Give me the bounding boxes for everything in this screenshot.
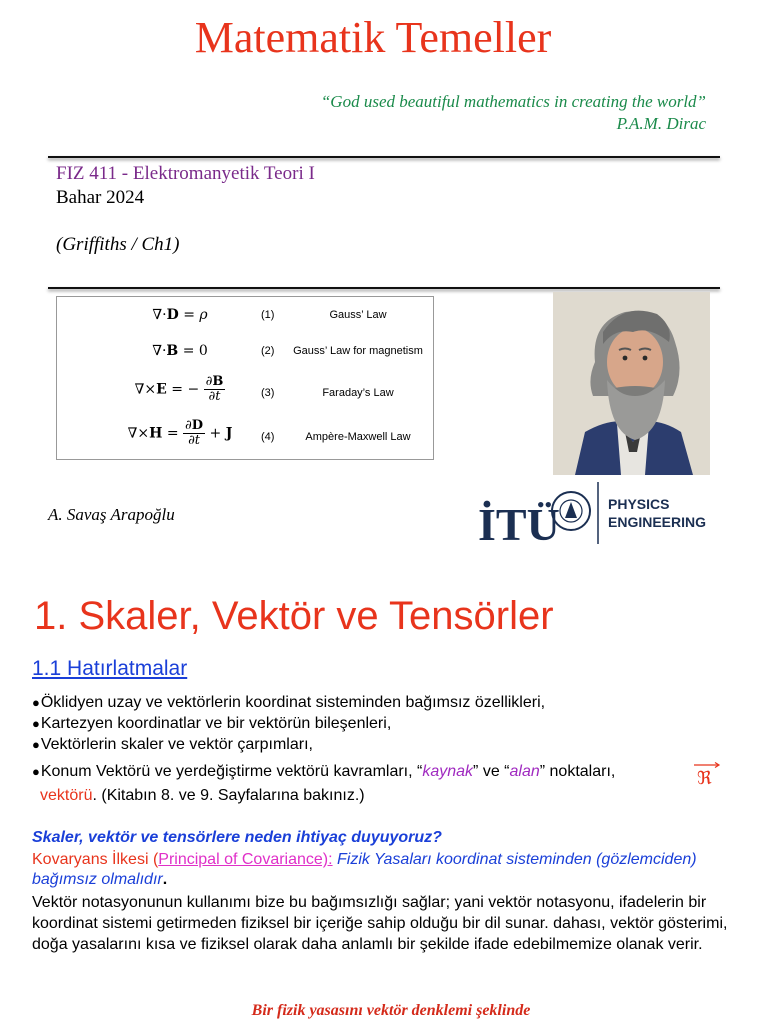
covariance-principle <box>32 850 742 890</box>
section-title: 1. Skaler, Vektör ve Tensörler <box>34 594 554 638</box>
covariance-label: Kovaryans İlkesi ( <box>32 851 159 868</box>
bullet-text: Öklidyen uzay ve vektörlerin koordinat sisteminden bağımsız özellikleri, <box>40 694 546 711</box>
author-name: A. Savaş Arapoğlu <box>48 505 175 524</box>
equation-number: (4) <box>261 431 275 443</box>
script-r-glyph: ℜ <box>697 768 712 786</box>
bullet-text: ” noktaları, <box>539 763 616 780</box>
field-term: alan <box>509 763 540 780</box>
vector-word: vektörü <box>40 787 93 804</box>
equation-number: (3) <box>261 387 275 399</box>
why-question: Skaler, vektör ve tensörlere neden ihtiyaç duyuyoruz? <box>32 829 442 846</box>
covariance-statement: Fizik Yasaları koordinat sisteminden (gözlemciden) bağımsız olmalıdır <box>32 851 697 888</box>
footer-caption: Bir fizik yasasını vektör denklemi şeklinde <box>251 1002 531 1019</box>
course-name: FIZ 411 - Elektromanyetik Teori I <box>56 163 315 184</box>
bullet-item: ●Kartezyen koordinatlar ve bir vektörün bileşenleri, <box>32 715 392 732</box>
top-divider <box>48 156 720 158</box>
covariance-period: . <box>162 871 168 888</box>
equation-law-name: Gauss’ Law for magnetism <box>293 345 423 357</box>
equation-row <box>57 418 433 451</box>
equation-law-name: Gauss’ Law <box>329 309 387 321</box>
itu-wordmark: İTÜ <box>478 499 560 548</box>
faraday-equation: ∇×E = − $\frac{\partial B}{\partial t}$ <box>134 374 224 404</box>
equation-law-name: Faraday’s Law <box>322 387 394 399</box>
bullet-item: ●Konum Vektörü ve yerdeğiştirme vektörü kavramları, “kaynak” ve “alan” noktaları, <box>32 763 616 780</box>
bullet-text: Vektörlerin skaler ve vektör çarpımları, <box>40 736 313 753</box>
dirac-quote: “God used beautiful mathematics in creating the world” <box>320 92 706 111</box>
body-paragraph: Vektör notasyonunun kullanımı bize bu bağımsızlığı sağlar; yani vektör notasyonu, ifadelerin bir koordinat sistemi getirmeden fiziksel bir içeriğe sahip olduğu bir dil sunar. dahası, vektör gösterimi, doğa yasalarını kısa ve fiziksel olarak daha anlamlı bir şekilde ifade edebilmemize olanak verir. <box>32 894 728 953</box>
bullet-text: Konum Vektörü ve yerdeğiştirme vektörü kavramları, “ <box>40 763 423 780</box>
maxwell-portrait <box>553 292 710 475</box>
bullet-continuation <box>40 787 365 805</box>
itu-physics-engineering-logo <box>478 478 710 548</box>
logo-physics-text: PHYSICS <box>608 496 670 512</box>
bullet-text: Kartezyen koordinatlar ve bir vektörün bileşenleri, <box>40 715 392 732</box>
equation-number: (2) <box>261 345 275 357</box>
quote-author: P.A.M. Dirac <box>616 114 706 133</box>
bullet-item: ●Vektörlerin skaler ve vektör çarpımları, <box>32 736 313 753</box>
equation-row <box>57 374 433 407</box>
document-title: Matematik Temeller <box>194 13 552 62</box>
equation-law-name: Ampère-Maxwell Law <box>305 431 411 443</box>
equation-row <box>57 299 433 329</box>
logo-engineering-text: ENGINEERING <box>608 514 707 530</box>
gauss-magnetism-equation: ∇·B = 0 <box>152 343 208 359</box>
bullet-text: ” ve “ <box>473 763 510 780</box>
maxwell-equations-box <box>56 296 434 460</box>
covariance-link[interactable]: Principal of Covariance): <box>158 851 333 868</box>
separation-vector-symbol <box>688 762 724 786</box>
bullet-item: ●Öklidyen uzay ve vektörlerin koordinat sisteminden bağımsız özellikleri, <box>32 694 546 711</box>
course-term: Bahar 2024 <box>56 187 145 208</box>
ampere-maxwell-equation: ∇×H = $\frac{\partial D}{\partial t}$ + J <box>127 418 233 448</box>
subsection-link[interactable]: 1.1 Hatırlatmalar <box>32 657 188 680</box>
gauss-law-equation: ∇·D = ρ <box>152 307 208 323</box>
middle-divider <box>48 287 720 289</box>
equation-row <box>57 335 433 365</box>
course-reference: (Griffiths / Ch1) <box>56 234 180 255</box>
equation-number: (1) <box>261 309 275 321</box>
source-term: kaynak <box>422 763 474 780</box>
book-reference-text: . (Kitabın 8. ve 9. Sayfalarına bakınız.) <box>92 787 365 804</box>
